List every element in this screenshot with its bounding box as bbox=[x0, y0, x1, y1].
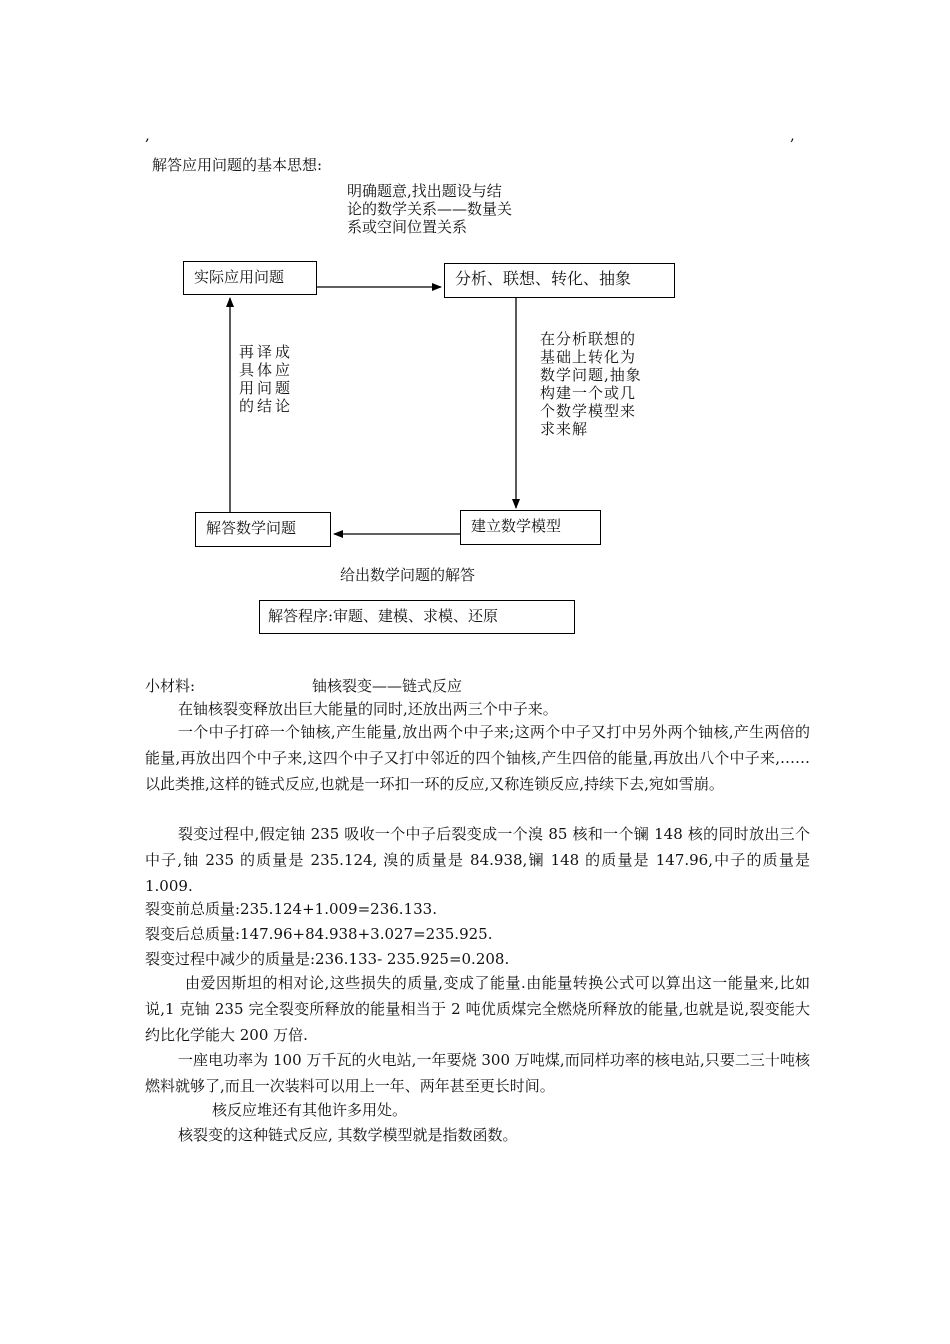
paragraph-6: 核反应堆还有其他许多用处。 bbox=[212, 1101, 408, 1119]
practical-problem-box: 实际应用问题 bbox=[183, 261, 317, 295]
procedure-box: 解答程序:审题、建模、求模、还原 bbox=[259, 600, 575, 634]
material-title: 铀核裂变——链式反应 bbox=[312, 677, 463, 695]
left-note: 再译成 具体应 用问题 的结论 bbox=[239, 343, 294, 415]
calc-line-3: 裂变过程中减少的质量是:236.133- 235.925=0.208. bbox=[145, 950, 510, 968]
paragraph-2: 一个中子打碎一个铀核,产生能量,放出两个中子来;这两个中子又打中另外两个铀核,产生两倍的能量,再放出四个中子来,这四个中子又打中邻近的四个铀核,产生四倍的能量,再放出八个中子来,……以此类推,这样的链式反应,也就是一环扣一环的反应,又称连锁反应,持续下去,宛如雪崩。 bbox=[145, 723, 810, 793]
solve-box: 解答数学问题 bbox=[195, 512, 331, 547]
model-box: 建立数学模型 bbox=[460, 510, 601, 545]
stray-mark-left: , bbox=[145, 126, 150, 144]
calc-line-2: 裂变后总质量:147.96+84.938+3.027=235.925. bbox=[145, 925, 493, 943]
section-heading: 解答应用问题的基本思想: bbox=[152, 156, 323, 174]
paragraph-4: 由爱因斯坦的相对论,这些损失的质量,变成了能量.由能量转换公式可以算出这一能量来,比如说,1 克铀 235 完全裂变所释放的能量相当于 2 吨优质煤完全燃烧所释放的能量,也就是说,裂变能大约比化学能大 200 万倍. bbox=[145, 974, 810, 1044]
top-note: 明确题意,找出题设与结 论的数学关系——数量关 系或空间位置关系 bbox=[347, 182, 513, 236]
paragraph-7: 核裂变的这种链式反应, 其数学模型就是指数函数。 bbox=[178, 1126, 518, 1144]
paragraph-3: 裂变过程中,假定铀 235 吸收一个中子后裂变成一个溴 85 核和一个镧 148 核的同时放出三个中子,铀 235 的质量是 235.124, 溴的质量是 84.938,镧 148 的质量是 147.96,中子的质量是 1.009. bbox=[145, 825, 810, 895]
paragraph-1: 在铀核裂变释放出巨大能量的同时,还放出两三个中子来。 bbox=[178, 700, 558, 718]
stray-mark-right: , bbox=[790, 126, 795, 144]
material-label: 小材料: bbox=[145, 677, 196, 695]
calc-line-1: 裂变前总质量:235.124+1.009=236.133. bbox=[145, 900, 437, 918]
bottom-note: 给出数学问题的解答 bbox=[340, 566, 476, 584]
paragraph-5: 一座电功率为 100 万千瓦的火电站,一年要烧 300 万吨煤,而同样功率的核电站,只要二三十吨核燃料就够了,而且一次装料可以用上一年、两年甚至更长时间。 bbox=[145, 1051, 810, 1095]
right-note: 在分析联想的 基础上转化为 数学问题,抽象 构建一个或几 个数学模型来 求来解 bbox=[540, 330, 642, 438]
analysis-box: 分析、联想、转化、抽象 bbox=[444, 263, 675, 298]
